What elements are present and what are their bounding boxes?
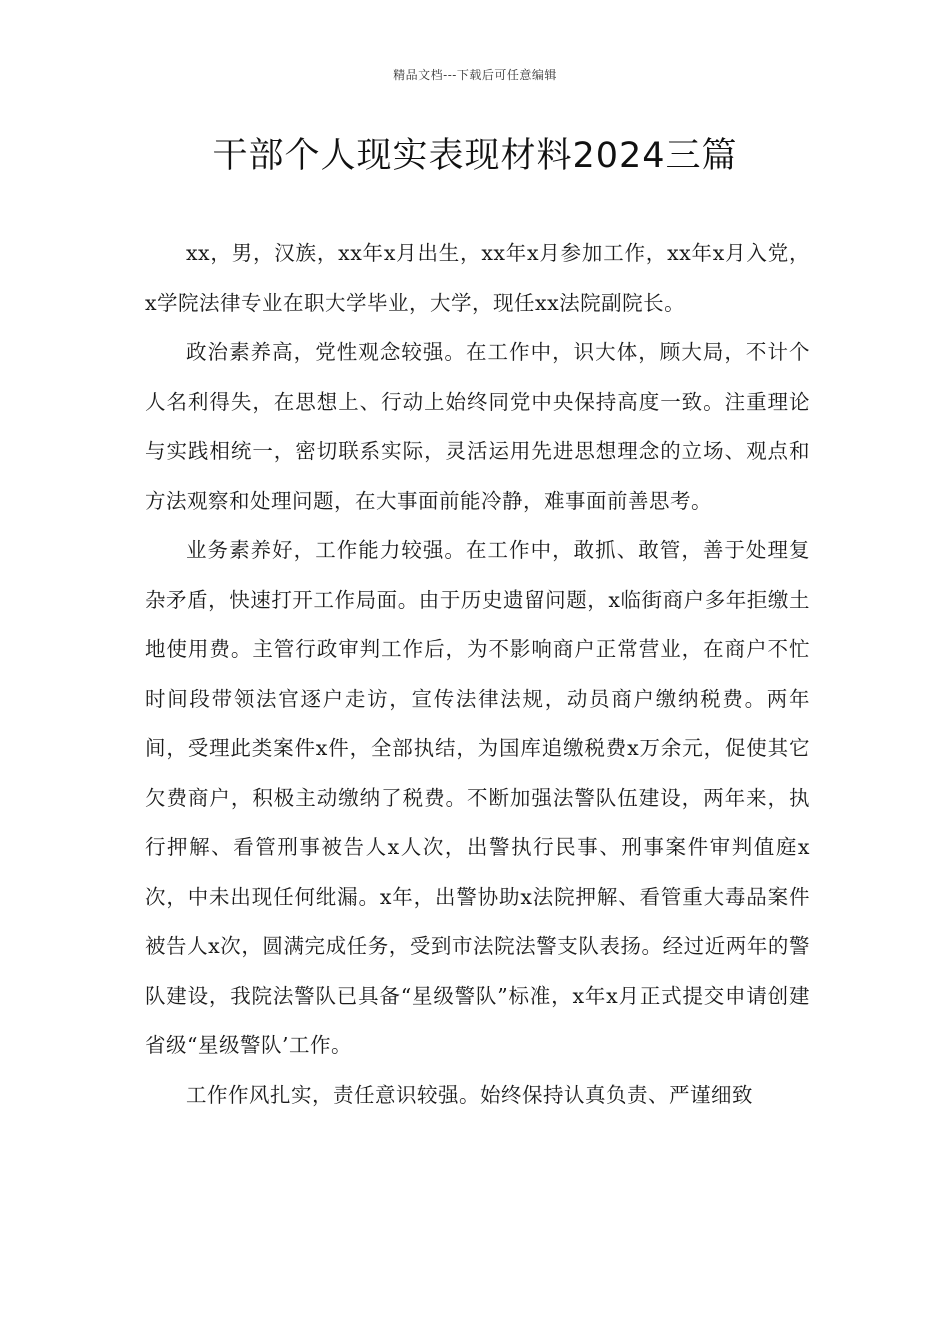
paragraph-professional-ability: 业务素养好，工作能力较强。在工作中，敢抓、敢管，善于处理复杂矛盾，快速打开工作局面。由于历史遗留问题，x临街商户多年拒缴土地使用费。主管行政审判工作后，为不影响商户正常营业，在商户不忙时间段带领法官逐户走访，宣传法律法规，动员商户缴纳税费。两年间，受理此类案件x件，全部执结，为国库追缴税费x万余元，促使其它欠费商户，积极主动缴纳了税费。不断加强法警队伍建设，两年来，执行押解、看管刑事被告人x人次，出警执行民事、刑事案件审判值庭x次，中未出现任何纰漏。x年，出警协助x法院押解、看管重大毒品案件被告人x次，圆满完成任务，受到市法院法警支队表扬。经过近两年的警队建设，我院法警队已具备“星级警队”标准，x年x月正式提交申请创建省级“星级警队’工作。 <box>145 538 810 1057</box>
page-header-watermark: 精品文档---下载后可任意编辑 <box>393 68 557 82</box>
paragraph-work-style: 工作作风扎实，责任意识较强。始终保持认真负责、严谨细致 <box>186 1082 753 1107</box>
document-body <box>145 229 810 1120</box>
document-title: 干部个人现实表现材料2024三篇 <box>212 136 738 176</box>
paragraph-personal-info: xx，男，汉族，xx年x月出生，xx年x月参加工作，xx年x月入党，x学院法律专业在职大学毕业，大学，现任xx法院副院长。 <box>145 241 810 315</box>
paragraph-political-quality: 政治素养高，党性观念较强。在工作中，识大体，顾大局，不计个人名利得失，在思想上、行动上始终同党中央保持高度一致。注重理论与实践相统一，密切联系实际，灵活运用先进思想理念的立场、观点和方法观察和处理问题，在大事面前能冷静，难事面前善思考。 <box>145 340 810 513</box>
